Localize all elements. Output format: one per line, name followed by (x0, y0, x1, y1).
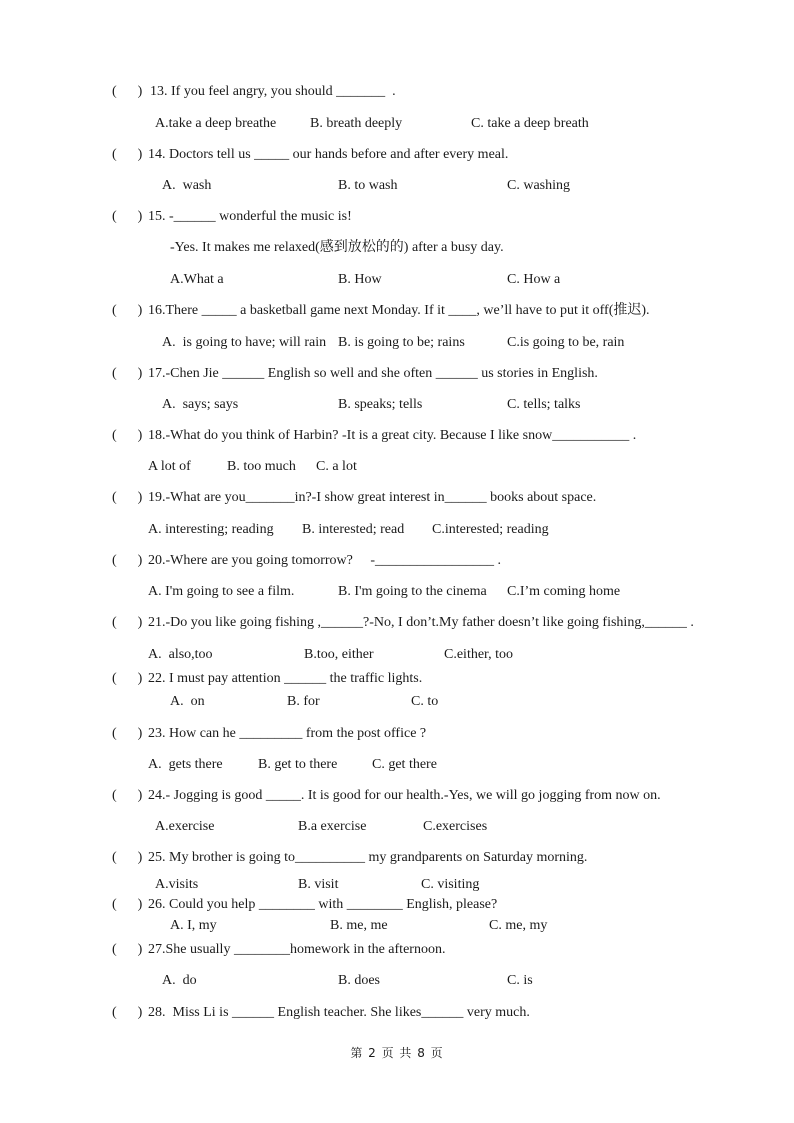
answer-blank[interactable]: ( ) (112, 147, 143, 162)
option-a: A. is going to have; will rain (162, 335, 327, 350)
answer-blank[interactable]: ( ) (112, 942, 143, 957)
option-a: A.take a deep breathe (155, 116, 277, 131)
question-text: 15. -______ wonderful the music is! (148, 209, 352, 224)
option-a: A.exercise (155, 819, 215, 834)
answer-blank[interactable]: ( ) (112, 726, 143, 741)
option-a: A. says; says (162, 397, 239, 412)
answer-blank[interactable]: ( ) (112, 303, 143, 318)
option-a: A lot of (148, 459, 191, 474)
question-text: 24.- Jogging is good _____. It is good for our health.-Yes, we will go jogging from now on. (148, 788, 661, 803)
option-a: A.visits (155, 877, 199, 892)
answer-blank[interactable]: ( ) (112, 428, 143, 443)
option-b: B. for (287, 694, 320, 709)
option-c: C. take a deep breath (471, 116, 589, 131)
question-text: 26. Could you help ________ with ________ English, please? (148, 897, 498, 912)
answer-blank[interactable]: ( ) (112, 209, 143, 224)
question-response: -Yes. It makes me relaxed(感到放松的的) after a busy day. (170, 240, 504, 255)
option-c: C.I’m coming home (507, 584, 621, 599)
question-text: 18.-What do you think of Harbin? -It is a great city. Because I like snow___________ . (148, 428, 637, 443)
answer-blank[interactable]: ( ) (112, 1005, 143, 1020)
question-text: 20.-Where are you going tomorrow? -_________________ . (148, 553, 502, 568)
option-c: C.interested; reading (432, 522, 549, 537)
answer-blank[interactable]: ( ) (112, 897, 143, 912)
option-c: C. a lot (316, 459, 357, 474)
question-text: 27.She usually ________homework in the afternoon. (148, 942, 446, 957)
option-a: A. interesting; reading (148, 522, 274, 537)
option-a: A. I, my (170, 918, 217, 933)
answer-blank[interactable]: ( ) (112, 788, 143, 803)
option-b: B. breath deeply (310, 116, 403, 131)
question-text: 16.There _____ a basketball game next Monday. If it ____, we’ll have to put it off(推迟). (148, 303, 650, 318)
option-b: B. too much (227, 459, 296, 474)
option-b: B. I'm going to the cinema (338, 584, 487, 599)
option-c: C. visiting (421, 877, 480, 892)
option-c: C. is (507, 973, 533, 988)
option-a: A. do (162, 973, 197, 988)
answer-blank[interactable]: ( ) (112, 671, 143, 686)
question-text: 28. Miss Li is ______ English teacher. She likes______ very much. (148, 1005, 530, 1020)
option-c: C. get there (372, 757, 437, 772)
answer-blank[interactable]: ( ) (112, 553, 143, 568)
option-a: A. also,too (148, 647, 213, 662)
answer-blank[interactable]: ( ) (112, 84, 143, 99)
option-b: B. How (338, 272, 382, 287)
question-text: 23. How can he _________ from the post office ? (148, 726, 427, 741)
question-text: 19.-What are you_______in?-I show great interest in______ books about space. (148, 490, 597, 505)
option-a: A. gets there (148, 757, 223, 772)
option-c: C. How a (507, 272, 561, 287)
answer-blank[interactable]: ( ) (112, 615, 143, 630)
option-c: C.exercises (423, 819, 488, 834)
option-b: B. is going to be; rains (338, 335, 465, 350)
option-a: A. wash (162, 178, 212, 193)
question-text: 17.-Chen Jie ______ English so well and she often ______ us stories in English. (148, 366, 598, 381)
answer-blank[interactable]: ( ) (112, 490, 143, 505)
answer-blank[interactable]: ( ) (112, 366, 143, 381)
answer-blank[interactable]: ( ) (112, 850, 143, 865)
option-c: C. tells; talks (507, 397, 581, 412)
option-b: B.a exercise (298, 819, 367, 834)
option-c: C. to (411, 694, 439, 709)
question-text: 21.-Do you like going fishing ,______?-No, I don’t.My father doesn’t like going fishing,______ . (148, 615, 694, 630)
option-c: C.is going to be, rain (507, 335, 625, 350)
question-text: 14. Doctors tell us _____ our hands before and after every meal. (148, 147, 509, 162)
question-text: 22. I must pay attention ______ the traffic lights. (148, 671, 423, 686)
option-b: B. interested; read (302, 522, 405, 537)
option-b: B. get to there (258, 757, 338, 772)
option-c: C. me, my (489, 918, 548, 933)
page-footer: 第 2 页 共 8 页 (350, 1046, 444, 1060)
option-b: B. does (338, 973, 380, 988)
option-a: A. on (170, 694, 205, 709)
option-a: A.What a (170, 272, 224, 287)
option-b: B. speaks; tells (338, 397, 423, 412)
option-b: B. to wash (338, 178, 398, 193)
option-b: B. me, me (330, 918, 388, 933)
option-b: B. visit (298, 877, 339, 892)
option-a: A. I'm going to see a film. (148, 584, 295, 599)
question-text: 25. My brother is going to__________ my grandparents on Saturday morning. (148, 850, 588, 865)
option-b: B.too, either (304, 647, 374, 662)
option-c: C. washing (507, 178, 570, 193)
option-c: C.either, too (444, 647, 514, 662)
question-text: 13. If you feel angry, you should _______ . (150, 84, 396, 99)
